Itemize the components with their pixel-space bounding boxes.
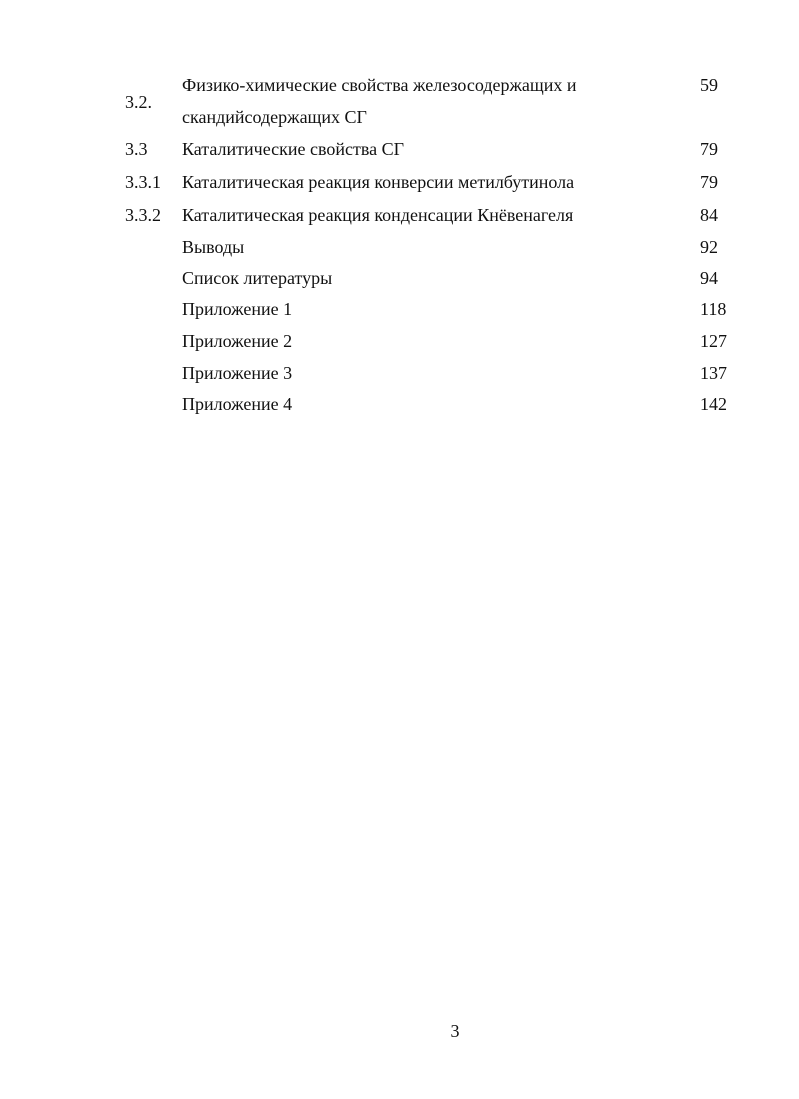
- toc-entry-title[interactable]: Список литературы: [182, 268, 333, 288]
- toc-entry-page: 84: [700, 205, 718, 225]
- toc-entry-title[interactable]: Приложение 1: [182, 299, 293, 319]
- toc-entry-page: 118: [700, 299, 727, 319]
- toc-entry-title[interactable]: Каталитические свойства СГ: [182, 139, 405, 159]
- toc-entry-number: 3.3.2: [125, 205, 161, 225]
- page-number: 3: [450, 1021, 460, 1041]
- toc-entry-page: 142: [700, 394, 727, 414]
- toc-entry-title[interactable]: Каталитическая реакция конверсии метилбутинола: [182, 172, 575, 192]
- toc-entry-title[interactable]: Выводы: [182, 237, 245, 257]
- toc-entry-number: 3.3: [125, 139, 148, 159]
- toc-entry-title[interactable]: Приложение 3: [182, 363, 293, 383]
- toc-entry-page: 94: [700, 268, 718, 288]
- toc-entry-page: 137: [700, 363, 727, 383]
- toc-entry-title[interactable]: Каталитическая реакция конденсации Кнёвенагеля: [182, 205, 574, 225]
- toc-entry-page: 59: [700, 75, 718, 95]
- toc-entry-number: 3.2.: [125, 92, 152, 112]
- toc-entry-page: 79: [700, 139, 718, 159]
- toc-entry-title[interactable]: Приложение 4: [182, 394, 293, 414]
- toc-entry-page: 127: [700, 331, 727, 351]
- toc-entry-title-line-2[interactable]: скандийсодержащих СГ: [182, 107, 367, 127]
- toc-entry-title[interactable]: Приложение 2: [182, 331, 293, 351]
- toc-entry-page: 92: [700, 237, 718, 257]
- toc-entry-number: 3.3.1: [125, 172, 161, 192]
- toc-entry-title-line-1[interactable]: Физико-химические свойства железосодержащих и: [182, 75, 577, 95]
- toc-entry-page: 79: [700, 172, 718, 192]
